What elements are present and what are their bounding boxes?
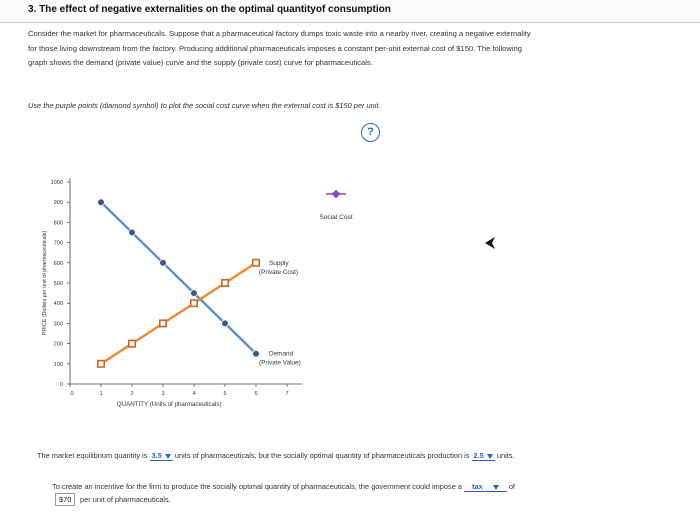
y-tick-label: 0	[59, 382, 63, 388]
y-tick-label: 700	[53, 240, 63, 247]
question-2	[52, 482, 515, 492]
q1-text-3: units.	[496, 451, 515, 460]
supply-point	[129, 340, 135, 346]
intro-line-3: graph shows the demand (private value) curve and the supply (private cost) curve for pharmaceuticals.	[28, 58, 373, 67]
question-1	[37, 451, 515, 461]
help-icon[interactable]: ?	[361, 123, 380, 142]
x-tick-label: 0	[70, 391, 74, 397]
optimal-quantity-dropdown[interactable]	[472, 451, 495, 461]
policy-amount-input[interactable]: $70	[55, 493, 75, 506]
chart-axes	[42, 178, 303, 408]
x-tick-label: 7	[285, 391, 289, 397]
q2-text-2: of	[508, 482, 515, 491]
chevron-down-icon	[165, 454, 171, 459]
optimal-quantity-value: 2.5	[473, 451, 484, 460]
x-axis-title: QUANTITY (Units of pharmaceuticals)	[116, 401, 222, 408]
demand-point	[222, 320, 229, 327]
y-axis-title: PRICE (Dollars per unit of pharmaceuticals)	[42, 230, 48, 336]
demand-label: Demand	[269, 350, 294, 358]
supply-label: Supply	[269, 259, 289, 267]
chart-tool-palette	[319, 190, 353, 221]
chart-series	[98, 199, 301, 367]
q2-text-1: To create an incentive for the firm to produce the socially optimal quantity of pharmaceuticals, the government could impose a	[52, 482, 462, 491]
demand-point	[191, 290, 198, 297]
chevron-down-icon	[487, 454, 493, 459]
y-tick-label: 800	[53, 220, 63, 227]
demand-point	[160, 259, 167, 266]
y-tick-label: 200	[53, 341, 63, 348]
x-tick-label: 6	[254, 391, 258, 397]
x-tick-label: 2	[130, 391, 134, 397]
policy-type-value: tax	[472, 482, 483, 491]
market-quantity-value: 3.5	[151, 451, 162, 460]
demand-point	[98, 199, 105, 206]
y-tick-label: 600	[53, 260, 63, 267]
supply-point	[160, 320, 166, 326]
q2-text-3: per unit of pharmaceuticals.	[80, 495, 171, 504]
social-cost-tool-label: Social Cost	[319, 214, 353, 221]
y-tick-label: 100	[53, 361, 63, 368]
supply-point	[191, 300, 197, 306]
intro-line-2: for those living downstream from the factory. Producing additional pharmaceuticals imposes a constant per-unit external cost of $150. The following	[28, 43, 522, 53]
x-tick-label: 4	[192, 391, 196, 397]
chevron-down-icon	[493, 485, 499, 490]
supply-label-sub: (Private Cost)	[259, 268, 299, 276]
policy-type-dropdown[interactable]	[464, 482, 507, 492]
demand-point	[129, 229, 136, 236]
q1-text-1: The market equilibrium quantity is	[37, 451, 148, 460]
graph-instruction: Use the purple points (diamond symbol) to plot the social cost curve when the external cost is $150 per unit.	[28, 101, 381, 110]
supply-point	[98, 361, 104, 367]
question-title: 3. The effect of negative externalities on the optimal quantityof consumption	[28, 4, 391, 15]
y-tick-label: 900	[53, 200, 63, 207]
x-tick-label: 3	[161, 391, 165, 397]
q1-text-2: units of pharmaceuticals, but the socially optimal quantity of pharmaceuticals production is	[174, 451, 470, 460]
y-tick-label: 400	[53, 301, 63, 308]
mouse-cursor-icon	[484, 236, 496, 250]
x-tick-label: 1	[99, 391, 103, 397]
x-tick-label: 5	[223, 391, 227, 397]
y-tick-label: 300	[53, 321, 63, 328]
y-tick-label: 1000	[50, 180, 63, 186]
y-tick-label: 500	[53, 281, 63, 287]
intro-line-1: Consider the market for pharmaceuticals. Suppose that a pharmaceutical factory dumps toxic waste into a nearby river, creating a negative externality	[28, 29, 531, 38]
supply-point	[222, 280, 228, 286]
market-quantity-dropdown[interactable]	[150, 451, 173, 461]
supply-point	[253, 260, 259, 266]
demand-label-sub: (Private Value)	[259, 359, 301, 367]
demand-point	[253, 350, 260, 357]
social-cost-diamond-icon[interactable]	[332, 190, 340, 198]
